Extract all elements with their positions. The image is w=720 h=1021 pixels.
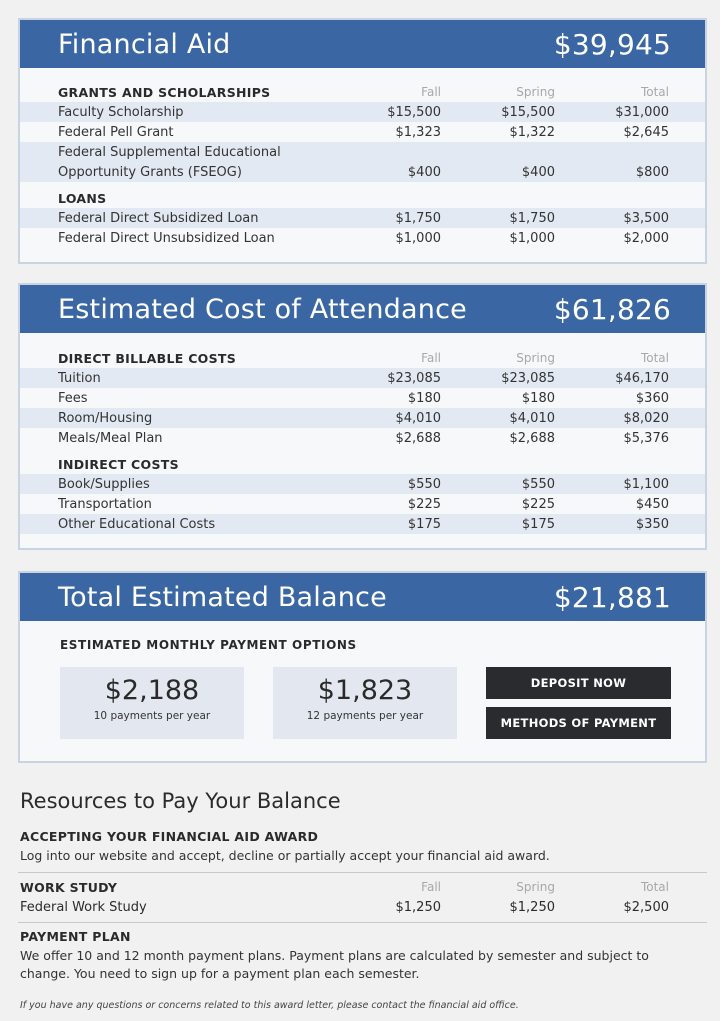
footnote: If you have any questions or concerns related to this award letter, please contact the financial aid office. (20, 1000, 519, 1011)
table-row (20, 388, 705, 408)
payment-option-caption: 12 payments per year (306, 710, 424, 722)
table-row (20, 428, 705, 448)
cost-table (20, 348, 705, 534)
table-row (20, 228, 705, 248)
table-row (20, 494, 705, 514)
col-fall: Fall (421, 85, 441, 99)
col-total: Total (640, 880, 669, 894)
financial-aid-card (18, 18, 707, 264)
row-total: $800 (555, 162, 705, 182)
row-fall: $4,010 (346, 408, 441, 428)
payment-plan-text-1: We offer 10 and 12 month payment plans. Payment plans are calculated by semester and subject to (20, 948, 649, 963)
row-label: Book/Supplies (20, 474, 346, 494)
row-spring: $4,010 (441, 408, 555, 428)
row-fall: $1,323 (395, 124, 441, 140)
row-total: $2,000 (623, 230, 669, 246)
col-spring: Spring (516, 85, 555, 99)
payment-option-12 (273, 667, 457, 739)
row-total: $1,100 (555, 474, 705, 494)
row-fall: $400 (346, 162, 441, 182)
row-total: $450 (635, 496, 669, 512)
row-fall: $1,750 (346, 208, 441, 228)
row-label: Federal Work Study (20, 899, 147, 915)
table-row (18, 897, 707, 917)
row-fall: $1,250 (395, 899, 441, 915)
row-label: Faculty Scholarship (20, 102, 346, 122)
row-label: Fees (58, 390, 88, 406)
row-spring: $180 (521, 390, 555, 406)
row-fall: $175 (346, 514, 441, 534)
table-row (20, 102, 705, 122)
row-label: Opportunity Grants (FSEOG) (20, 162, 346, 182)
divider (18, 872, 707, 873)
row-fall: $180 (407, 390, 441, 406)
payment-option-amount: $2,188 (104, 675, 200, 706)
table-row (20, 474, 705, 494)
col-fall: Fall (421, 351, 441, 365)
accept-award-text: Log into our website and accept, decline or partially accept your financial aid award. (20, 848, 550, 863)
row-fall: $2,688 (395, 430, 441, 446)
work-study-table (18, 877, 707, 917)
financial-aid-table (20, 82, 705, 248)
table-row (20, 514, 705, 534)
row-fall: $15,500 (346, 102, 441, 122)
row-label: Meals/Meal Plan (58, 430, 163, 446)
row-total (555, 142, 705, 162)
payment-option-10 (60, 667, 244, 739)
row-fall: $225 (407, 496, 441, 512)
payment-option-caption: 10 payments per year (93, 710, 211, 722)
row-spring: $550 (441, 474, 555, 494)
row-label: Transportation (58, 496, 152, 512)
balance-title: Total Estimated Balance (58, 581, 387, 613)
table-row (20, 122, 705, 142)
row-total: $8,020 (555, 408, 705, 428)
table-row (20, 162, 705, 182)
row-total: $3,500 (555, 208, 705, 228)
work-study-heading: WORK STUDY (20, 879, 118, 895)
row-spring: $175 (441, 514, 555, 534)
payment-plan-heading: PAYMENT PLAN (20, 929, 131, 944)
payment-plan-text-2: change. You need to sign up for a payment plan each semester. (20, 966, 420, 981)
row-spring: $225 (521, 496, 555, 512)
col-spring: Spring (516, 880, 555, 894)
grants-heading: GRANTS AND SCHOLARSHIPS (58, 84, 271, 100)
row-total: $31,000 (555, 102, 705, 122)
col-total: Total (640, 85, 669, 99)
row-total: $5,376 (623, 430, 669, 446)
financial-aid-header (20, 20, 705, 68)
payment-option-amount: $1,823 (317, 675, 413, 706)
indirect-costs-heading: INDIRECT COSTS (58, 456, 179, 472)
row-spring: $1,000 (509, 230, 555, 246)
row-spring: $23,085 (441, 368, 555, 388)
row-spring (441, 142, 555, 162)
methods-of-payment-button[interactable]: METHODS OF PAYMENT (486, 707, 671, 739)
row-label: Room/Housing (20, 408, 346, 428)
row-total: $360 (635, 390, 669, 406)
divider (18, 922, 707, 923)
col-spring: Spring (516, 351, 555, 365)
col-total: Total (640, 351, 669, 365)
table-row (20, 208, 705, 228)
resources-title: Resources to Pay Your Balance (20, 789, 341, 813)
row-total: $2,645 (623, 124, 669, 140)
balance-header (20, 573, 705, 621)
row-fall: $550 (346, 474, 441, 494)
balance-amount: $21,881 (553, 580, 671, 614)
row-spring: $2,688 (509, 430, 555, 446)
cost-amount: $61,826 (553, 292, 671, 326)
row-total: $2,500 (623, 899, 669, 915)
row-fall: $23,085 (346, 368, 441, 388)
row-label: Federal Pell Grant (58, 124, 174, 140)
row-spring: $1,750 (441, 208, 555, 228)
accept-award-heading: ACCEPTING YOUR FINANCIAL AID AWARD (20, 829, 319, 844)
row-total: $46,170 (555, 368, 705, 388)
row-total: $350 (555, 514, 705, 534)
balance-card (18, 571, 707, 763)
row-label: Federal Direct Unsubsidized Loan (58, 230, 275, 246)
table-row (20, 368, 705, 388)
financial-aid-amount: $39,945 (553, 27, 671, 61)
row-label: Other Educational Costs (20, 514, 346, 534)
direct-costs-heading: DIRECT BILLABLE COSTS (58, 350, 237, 366)
row-label: Federal Supplemental Educational (20, 142, 346, 162)
row-label: Federal Direct Subsidized Loan (20, 208, 346, 228)
cost-title: Estimated Cost of Attendance (58, 293, 467, 325)
row-label: Tuition (20, 368, 346, 388)
col-fall: Fall (421, 880, 441, 894)
loans-heading: LOANS (58, 190, 107, 206)
row-spring: $15,500 (441, 102, 555, 122)
row-fall (346, 142, 441, 162)
row-spring: $400 (441, 162, 555, 182)
cost-header (20, 285, 705, 333)
cost-of-attendance-card (18, 283, 707, 550)
row-spring: $1,322 (509, 124, 555, 140)
table-row (20, 142, 705, 162)
financial-aid-title: Financial Aid (58, 28, 231, 60)
row-fall: $1,000 (395, 230, 441, 246)
deposit-now-button[interactable]: DEPOSIT NOW (486, 667, 671, 699)
payment-options-heading: ESTIMATED MONTHLY PAYMENT OPTIONS (60, 638, 357, 652)
table-row (20, 408, 705, 428)
row-spring: $1,250 (509, 899, 555, 915)
